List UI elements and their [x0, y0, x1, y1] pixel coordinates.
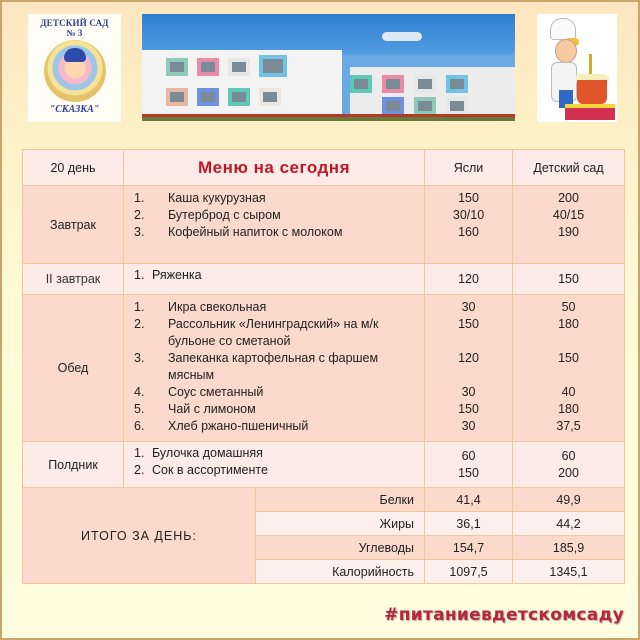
dish-number: 3. — [134, 351, 145, 365]
window — [382, 75, 404, 93]
portion-value: 60 — [461, 449, 476, 463]
chef-face — [555, 39, 577, 63]
nutrient-name: Жиры — [256, 512, 425, 536]
dish-number: 2. — [134, 208, 145, 222]
window — [166, 88, 188, 106]
portion-value: 200 — [558, 466, 579, 480]
portion-value: 30 — [461, 300, 476, 314]
meal-name: Обед — [23, 295, 124, 442]
nursery-total: 154,7 — [425, 536, 513, 560]
dish-list — [124, 264, 425, 295]
kindergarten-total: 49,9 — [513, 488, 625, 512]
dish-item — [134, 224, 424, 241]
dish-text: Сок в ассортименте — [152, 463, 268, 477]
stove-icon — [565, 104, 615, 120]
dish-text: Икра свекольная — [168, 300, 267, 314]
dish-item — [134, 445, 424, 462]
dish-text: Рассольник «Ленинградский» на м/к бульоне со сметаной — [168, 317, 379, 348]
portion-value: 190 — [558, 225, 579, 239]
kindergarten-total: 1345,1 — [513, 560, 625, 584]
cloud-shape — [382, 32, 422, 41]
portion-value: 150 — [558, 351, 579, 365]
dish-item — [134, 384, 424, 401]
menu-title: Меню на сегодня — [124, 150, 425, 186]
portion-value: 50 — [561, 300, 576, 314]
dish-text: Кофейный напиток с молоком — [168, 225, 343, 239]
portion-value — [425, 333, 512, 350]
meal-name: II завтрак — [23, 264, 124, 295]
nursery-portions — [425, 264, 513, 295]
dish-text: Соус сметанный — [168, 385, 264, 399]
dish-number: 6. — [134, 419, 145, 433]
meal-name: Завтрак — [23, 186, 124, 264]
dish-text: Ряженка — [152, 268, 202, 282]
kindergarten-portions — [513, 186, 625, 264]
menu-table — [22, 149, 625, 584]
dish-number: 1. — [134, 300, 145, 314]
portion-value: 150 — [458, 317, 479, 331]
dish-text: Запеканка картофельная с фаршем мясным — [168, 351, 379, 382]
nursery-total: 36,1 — [425, 512, 513, 536]
portion-value: 150 — [458, 191, 479, 205]
window — [446, 75, 468, 93]
dish-item — [134, 207, 424, 224]
kindergarten-portions — [513, 442, 625, 488]
portion-value: 150 — [458, 466, 479, 480]
portion-value: 160 — [458, 225, 479, 239]
meal-row-breakfast — [23, 186, 625, 264]
totals-label: ИТОГО ЗА ДЕНЬ: — [23, 488, 256, 584]
hashtag: #питаниевдетскомсаду — [384, 605, 624, 625]
portion-value: 30 — [461, 419, 476, 433]
nursery-portions — [425, 295, 513, 442]
portion-spacer — [513, 333, 624, 350]
portion-value: 150 — [458, 402, 479, 416]
window — [414, 97, 436, 115]
window — [166, 58, 188, 76]
nursery-portions — [425, 186, 513, 264]
meal-row-afternoon-snack — [23, 442, 625, 488]
logo-line-2: № 3 — [66, 28, 83, 38]
fairy-tale-character-icon — [44, 40, 106, 102]
meal-row-lunch — [23, 295, 625, 442]
dish-text: Чай с лимоном — [168, 402, 256, 416]
portion-value: 180 — [558, 402, 579, 416]
chef-illustration — [537, 14, 617, 122]
column-header-nursery: Ясли — [425, 150, 513, 186]
window — [350, 75, 372, 93]
dish-text: Бутерброд с сыром — [168, 208, 281, 222]
dish-number: 5. — [134, 402, 145, 416]
window — [197, 88, 219, 106]
portion-spacer — [425, 367, 512, 384]
logo-line-3: "СКАЗКА" — [49, 104, 100, 115]
dish-number: 2. — [134, 463, 145, 477]
dish-number: 4. — [134, 385, 145, 399]
dish-item — [134, 401, 424, 418]
portion-value: 30 — [461, 385, 476, 399]
window — [228, 58, 250, 76]
dish-item — [134, 190, 424, 207]
dish-list — [124, 186, 425, 264]
building-right — [350, 67, 515, 121]
nursery-portions — [425, 442, 513, 488]
window — [228, 88, 250, 106]
header — [2, 2, 640, 142]
portion-value: 120 — [458, 351, 479, 365]
dish-number: 2. — [134, 317, 145, 331]
kindergarten-total: 44,2 — [513, 512, 625, 536]
kindergarten-building-photo — [142, 14, 515, 121]
kindergarten-logo — [28, 14, 121, 122]
portion-value: 30/10 — [452, 208, 485, 222]
dish-item — [134, 299, 424, 316]
totals-row-protein — [23, 488, 625, 512]
kindergarten-portions — [513, 264, 625, 295]
portion-value: 40/15 — [552, 208, 585, 222]
dish-text: Хлеб ржано-пшеничный — [168, 419, 309, 433]
building-left — [142, 50, 342, 121]
nutrient-name: Белки — [256, 488, 425, 512]
dish-number: 1. — [134, 191, 145, 205]
portion-value: 40 — [561, 385, 576, 399]
dish-number: 1. — [134, 268, 145, 282]
window — [382, 97, 404, 115]
chef-hat-icon — [550, 18, 576, 40]
dish-item — [134, 418, 424, 435]
portion-value: 37,5 — [556, 419, 581, 433]
kindergarten-portions — [513, 295, 625, 442]
dish-number: 3. — [134, 225, 145, 239]
nutrient-name: Углеводы — [256, 536, 425, 560]
dish-item — [134, 462, 424, 479]
kindergarten-total: 185,9 — [513, 536, 625, 560]
nutrient-name: Калорийность — [256, 560, 425, 584]
window — [259, 88, 281, 106]
table-header-row — [23, 150, 625, 186]
dish-item — [134, 350, 424, 384]
nursery-total: 41,4 — [425, 488, 513, 512]
window — [259, 55, 287, 77]
dish-item — [134, 267, 424, 284]
window — [446, 97, 468, 115]
dish-number: 1. — [134, 446, 145, 460]
dish-item — [134, 316, 424, 350]
meal-name: Полдник — [23, 442, 124, 488]
window — [414, 75, 436, 93]
day-label: 20 день — [23, 150, 124, 186]
column-header-kindergarten: Детский сад — [513, 150, 625, 186]
portion-spacer — [513, 367, 624, 384]
portion-value: 200 — [558, 191, 579, 205]
dish-list — [124, 295, 425, 442]
portion-value: 150 — [558, 271, 579, 286]
ground — [142, 117, 515, 121]
portion-value: 60 — [561, 449, 576, 463]
portion-value: 120 — [458, 271, 479, 286]
dish-list — [124, 442, 425, 488]
logo-line-1: ДЕТСКИЙ САД — [40, 18, 109, 28]
nursery-total: 1097,5 — [425, 560, 513, 584]
dish-text: Каша кукурузная — [168, 191, 266, 205]
cooking-pot-icon — [577, 80, 607, 104]
dish-text: Булочка домашняя — [152, 446, 263, 460]
window — [197, 58, 219, 76]
meal-row-second-breakfast — [23, 264, 625, 295]
portion-value: 180 — [558, 317, 579, 331]
